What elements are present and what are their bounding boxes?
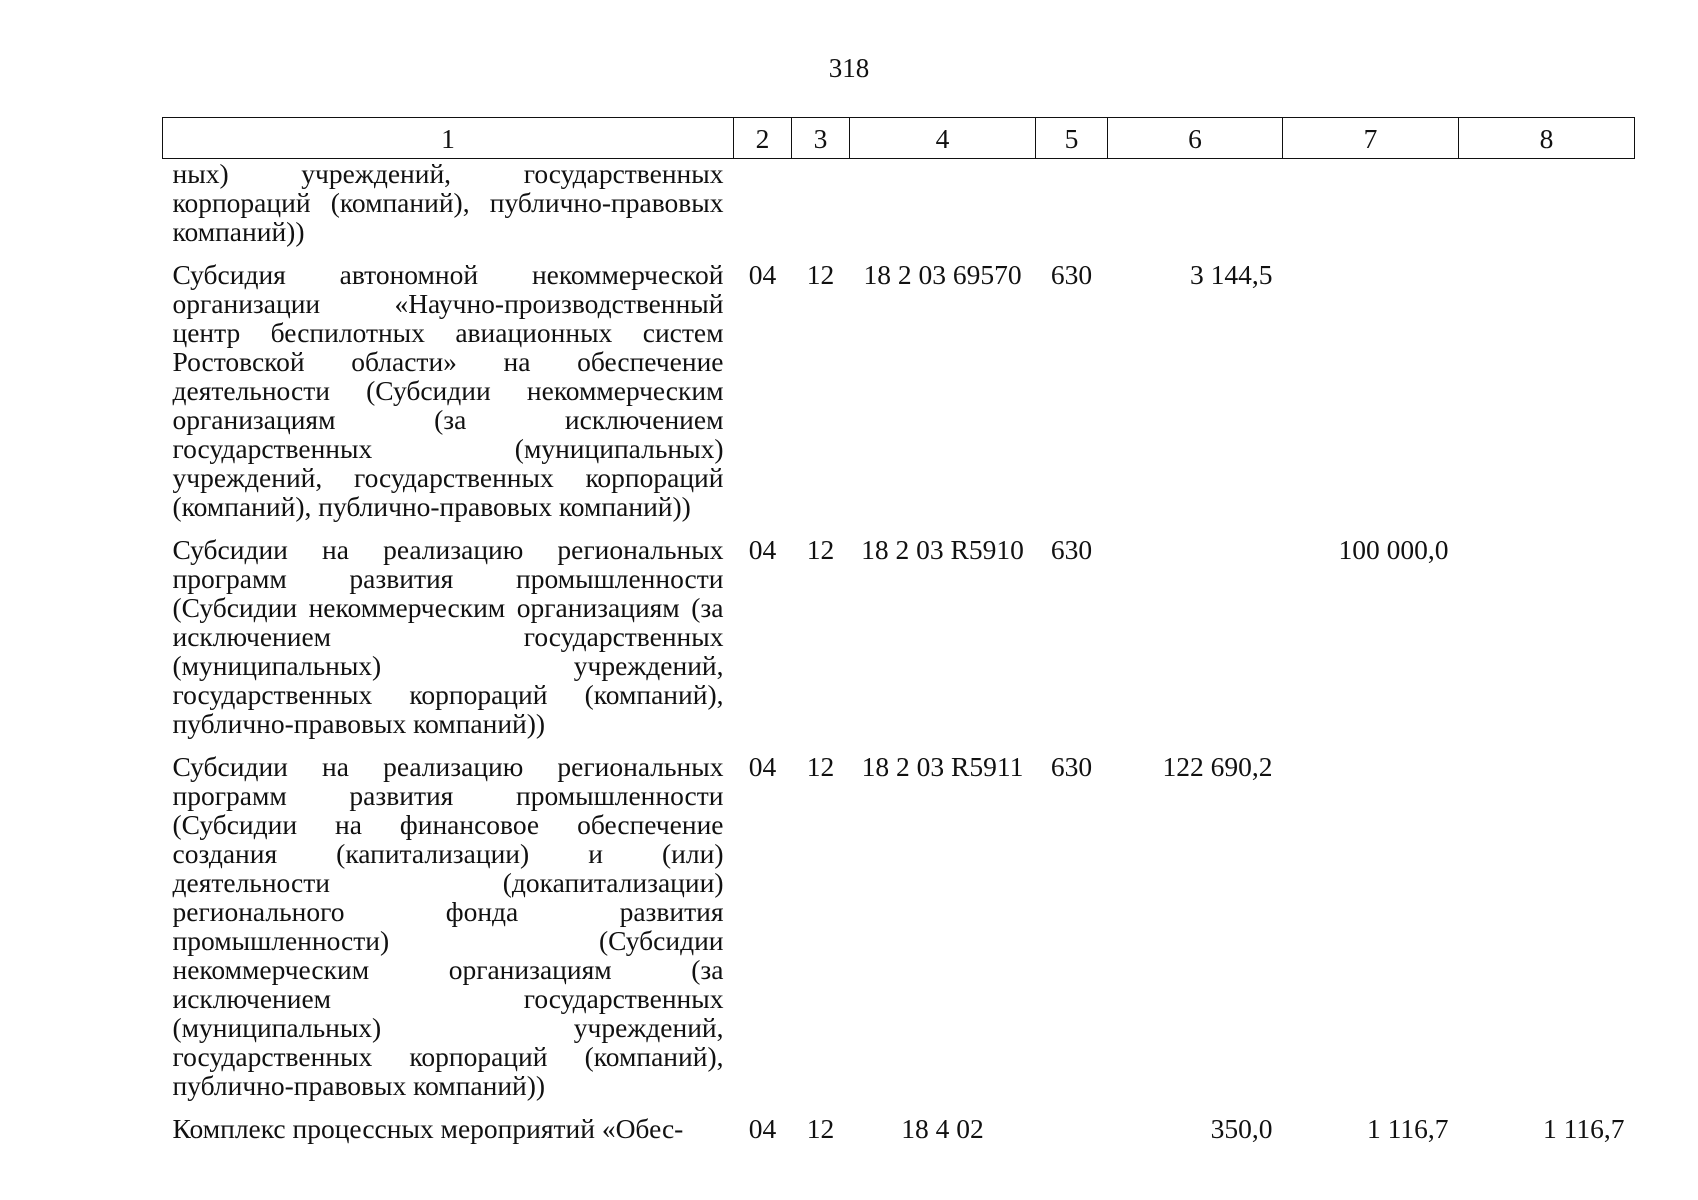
amount-col8 [1459, 752, 1635, 1114]
row-description: Субсидия автономной некоммерческой организации «Научно-производственный центр беспилотных авиационных систем Ростовской области» на обеспечение деятельности (Субсидии некоммерческим организациям (за исключением государственных (муниципальных) учреждений, государственных корпораций (компаний), публично-правовых компаний)) [172, 259, 724, 522]
header-row [163, 118, 1635, 159]
amount-col6: 350,0 [1210, 1113, 1273, 1144]
expense-type-code [1036, 159, 1108, 261]
column-header: 4 [850, 118, 1036, 159]
column-header: 8 [1459, 118, 1635, 159]
table-row [163, 159, 1635, 261]
row-description: Комплекс процессных мероприятий «Обес- [172, 1113, 684, 1144]
amount-col7: 100 000,0 [1338, 534, 1449, 565]
column-header: 1 [163, 118, 734, 159]
subsection-code: 12 [806, 751, 835, 782]
subsection-code: 12 [806, 259, 835, 290]
amount-col7 [1283, 260, 1459, 535]
amount-col7: 1 116,7 [1367, 1113, 1449, 1144]
table-row [163, 260, 1635, 535]
amount-col6 [1108, 159, 1283, 261]
row-description: Субсидии на реализацию региональных программ развития промышленности (Субсидии некоммерческим организациям (за исключением государственных (муниципальных) учреждений, государственных корпораций (компаний), публично-правовых компаний)) [172, 534, 724, 739]
target-article-code: 18 2 03 R5910 [861, 534, 1024, 565]
section-code [734, 159, 792, 261]
expense-type-code [1036, 1114, 1108, 1157]
column-header: 5 [1036, 118, 1108, 159]
amount-col8: 1 116,7 [1543, 1113, 1625, 1144]
budget-table [162, 117, 1635, 1157]
column-header: 6 [1108, 118, 1283, 159]
section-code: 04 [748, 534, 777, 565]
table-row [163, 1114, 1635, 1157]
subsection-code: 12 [806, 534, 835, 565]
column-header: 2 [734, 118, 792, 159]
amount-col7 [1283, 752, 1459, 1114]
amount-col8 [1459, 159, 1635, 261]
amount-col8 [1459, 535, 1635, 752]
subsection-code [792, 159, 850, 261]
expense-type-code: 630 [1050, 751, 1093, 782]
section-code: 04 [748, 1113, 777, 1144]
expense-type-code: 630 [1050, 259, 1093, 290]
amount-col6: 3 144,5 [1190, 259, 1273, 290]
section-code: 04 [748, 751, 777, 782]
column-header: 7 [1283, 118, 1459, 159]
amount-col7 [1283, 159, 1459, 261]
amount-col8 [1459, 260, 1635, 535]
target-article-code: 18 2 03 69570 [863, 259, 1022, 290]
column-header: 3 [792, 118, 850, 159]
page-number: 318 [828, 53, 870, 83]
expense-type-code: 630 [1050, 534, 1093, 565]
target-article-code [850, 159, 1036, 261]
target-article-code: 18 4 02 [901, 1113, 984, 1144]
amount-col6 [1108, 535, 1283, 752]
row-description: Субсидии на реализацию региональных программ развития промышленности (Субсидии на финансовое обеспечение создания (капитализации) и (или) деятельности (докапитализации) регионального фонда развития промышленности) (Субсидии некоммерческим организациям (за исключением государственных (муниципальных) учреждений, государственных корпораций (компаний), публично-правовых компаний)) [172, 751, 724, 1101]
table-row [163, 752, 1635, 1114]
target-article-code: 18 2 03 R5911 [861, 751, 1024, 782]
subsection-code: 12 [806, 1113, 835, 1144]
section-code: 04 [748, 259, 777, 290]
amount-col6: 122 690,2 [1162, 751, 1273, 782]
table-row [163, 535, 1635, 752]
row-description: ных) учреждений, государственных корпораций (компаний), публично-правовых компаний)) [172, 158, 724, 247]
